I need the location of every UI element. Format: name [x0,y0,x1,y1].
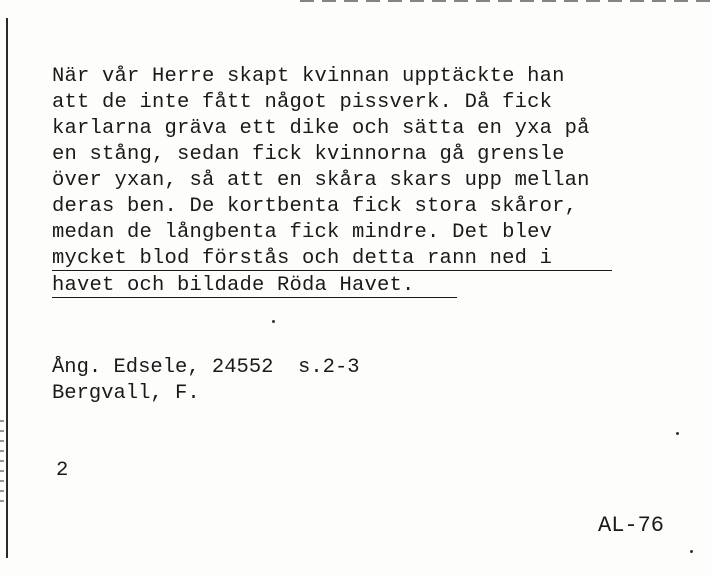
story-line-3: karlarna gräva ett dike och sätta en yxa på [52,117,590,140]
page-number: 2 [56,459,69,482]
story-line-6: deras ben. De kortbenta fick stora skåror, [52,195,578,218]
top-edge-marks [300,0,711,2]
story-line-1: När vår Herre skapt kvinnan upptäckte han [52,65,565,88]
left-edge-ticks [0,420,4,510]
story-line-2: att de inte fått något pissverk. Då fick [52,91,553,114]
story-line-5: över yxan, så att en skåra skars upp mellan [52,169,590,192]
story-line-7: medan de långbenta fick mindre. Det blev [52,221,553,244]
ink-speck [272,320,275,323]
source-location: Ång. Edsele, 24552 s.2-3 [52,356,360,379]
source-collector: Bergvall, F. [52,382,200,405]
ink-speck [676,432,679,435]
story-text [52,64,692,300]
story-line-4: en stång, sedan fick kvinnorna gå grensle [52,143,565,166]
archive-code: AL-76 [598,513,665,538]
left-margin-rule [6,18,8,558]
story-line-9-underlined: havet och bildade Röda Havet. [52,273,457,298]
story-line-8-underlined: mycket blod förstås och detta rann ned i [52,246,612,271]
ink-speck [690,550,693,553]
source-reference [52,355,360,407]
